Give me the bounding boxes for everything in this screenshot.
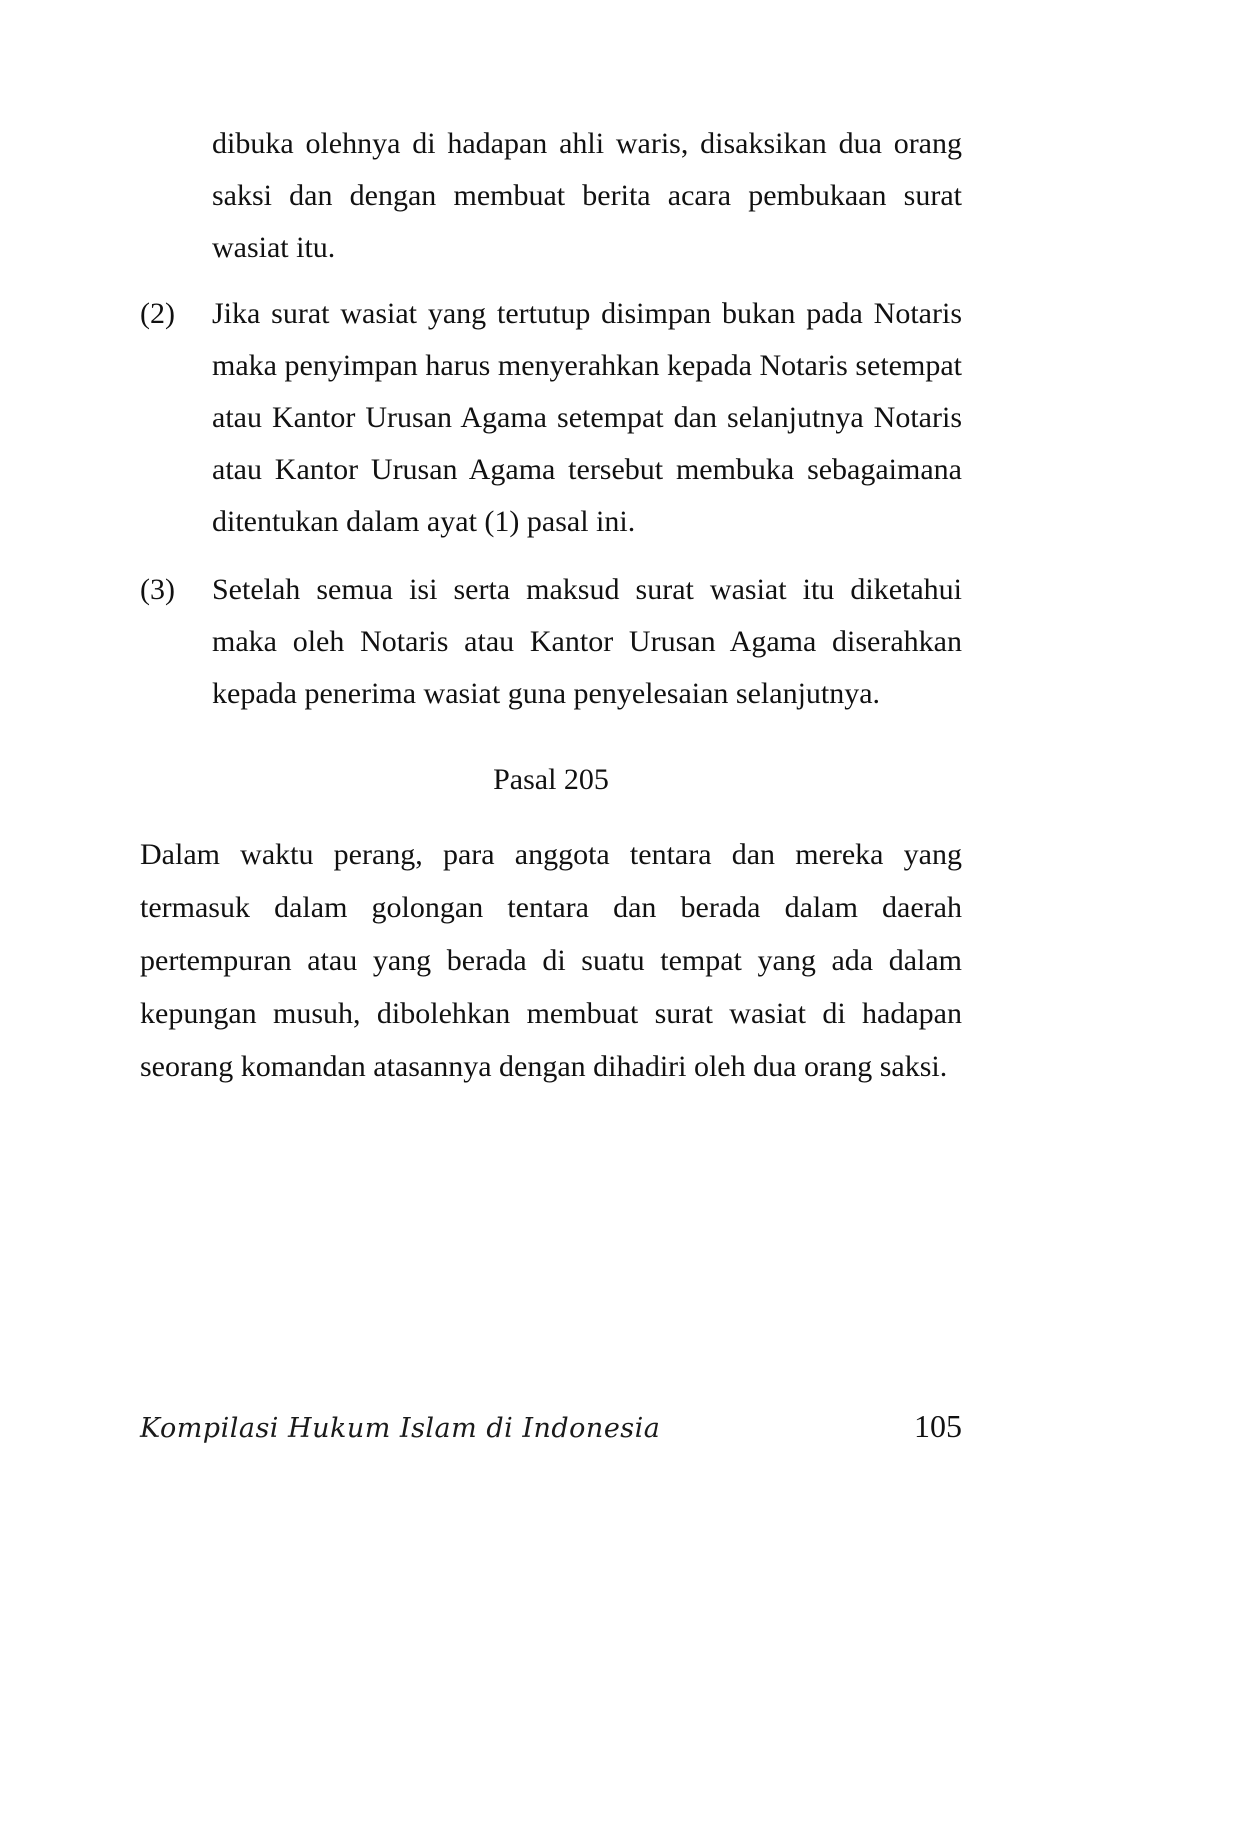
footer-book-title: Kompilasi Hukum Islam di Indonesia: [140, 1413, 661, 1444]
paragraph-item1-continuation: dibuka olehnya di hadapan ahli waris, disaksikan dua orang saksi dan dengan membuat berita acara pembukaan surat wasiat itu.: [212, 127, 962, 264]
page-number: 105: [914, 1408, 962, 1444]
list-item-number: (2): [140, 297, 175, 330]
page-content: [140, 118, 962, 1093]
section-heading-pasal-205: Pasal 205: [493, 763, 609, 796]
list-item-text: Jika surat wasiat yang tertutup disimpan bukan pada Notaris maka penyimpan harus menyerahkan kepada Notaris setempat atau Kantor Urusan Agama setempat dan selanjutnya Notaris atau Kantor Urusan Agama tersebut membuka sebagaimana ditentukan dalam ayat (1) pasal ini.: [212, 297, 962, 538]
list-item-2: [140, 288, 962, 548]
list-item-number: (3): [140, 573, 175, 606]
list-item-3: [140, 564, 962, 720]
paragraph-pasal-205-body: Dalam waktu perang, para anggota tentara dan mereka yang termasuk dalam golongan tentara dan berada dalam daerah pertempuran atau yang berada di suatu tempat yang ada dalam kepungan musuh, dibolehkan membuat surat wasiat di hadapan seorang komandan atasannya dengan dihadiri oleh dua orang saksi.: [140, 838, 962, 1083]
list-item-text: Setelah semua isi serta maksud surat wasiat itu diketahui maka oleh Notaris atau Kantor Urusan Agama diserahkan kepada penerima wasiat guna penyelesaian selanjutnya.: [212, 573, 962, 710]
page-footer: [140, 1408, 962, 1445]
